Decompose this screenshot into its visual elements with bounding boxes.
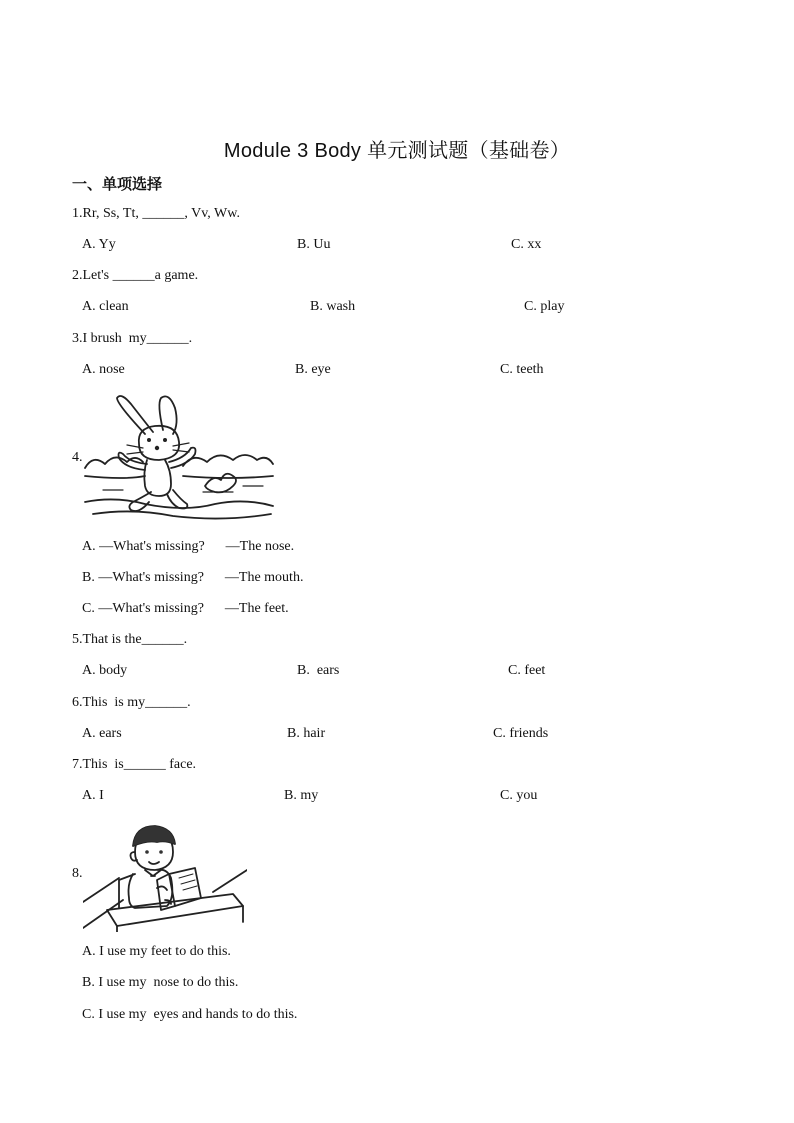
question-3-stem: 3.I brush my______. <box>72 331 193 346</box>
boy-reading-drawing <box>83 822 247 932</box>
question-8-stem: 8. <box>72 866 83 881</box>
question-1-option-b[interactable]: B. Uu <box>297 237 331 252</box>
question-1-option-c[interactable]: C. xx <box>511 237 542 252</box>
question-3-option-a[interactable]: A. nose <box>82 362 125 377</box>
rabbit-drawing <box>83 390 275 524</box>
question-6-option-c[interactable]: C. friends <box>493 726 549 741</box>
question-7-option-c[interactable]: C. you <box>500 788 538 803</box>
question-8-option-a[interactable]: A. I use my feet to do this. <box>82 944 231 959</box>
question-1-stem: 1.Rr, Ss, Tt, ______, Vv, Ww. <box>72 206 240 221</box>
question-1-option-a[interactable]: A. Yy <box>82 237 116 252</box>
question-3-option-b[interactable]: B. eye <box>295 362 331 377</box>
question-7-stem: 7.This is______ face. <box>72 757 197 772</box>
question-2-option-c[interactable]: C. play <box>524 299 565 314</box>
question-5-option-c[interactable]: C. feet <box>508 663 546 678</box>
question-6-option-a[interactable]: A. ears <box>82 726 122 741</box>
section-heading: 一、单项选择 <box>72 175 163 193</box>
question-5-option-b[interactable]: B. ears <box>297 663 340 678</box>
question-6-stem: 6.This is my______. <box>72 695 191 710</box>
question-7-option-b[interactable]: B. my <box>284 788 319 803</box>
question-2-option-a[interactable]: A. clean <box>82 299 129 314</box>
question-8-option-b[interactable]: B. I use my nose to do this. <box>82 975 239 990</box>
question-4-stem: 4. <box>72 450 83 465</box>
question-5-stem: 5.That is the______. <box>72 632 188 647</box>
question-2-option-b[interactable]: B. wash <box>310 299 356 314</box>
question-8-option-c[interactable]: C. I use my eyes and hands to do this. <box>82 1007 298 1022</box>
page-title: Module 3 Body 单元测试题（基础卷） <box>223 140 571 162</box>
question-3-option-c[interactable]: C. teeth <box>500 362 544 377</box>
question-4-option-b[interactable]: B. —What's missing? —The mouth. <box>82 570 304 585</box>
question-6-option-b[interactable]: B. hair <box>287 726 326 741</box>
question-4-option-c[interactable]: C. —What's missing? —The feet. <box>82 601 289 616</box>
question-7-option-a[interactable]: A. I <box>82 788 104 803</box>
question-5-option-a[interactable]: A. body <box>82 663 128 678</box>
question-2-stem: 2.Let's ______a game. <box>72 268 199 283</box>
question-4-option-a[interactable]: A. —What's missing? —The nose. <box>82 539 295 554</box>
